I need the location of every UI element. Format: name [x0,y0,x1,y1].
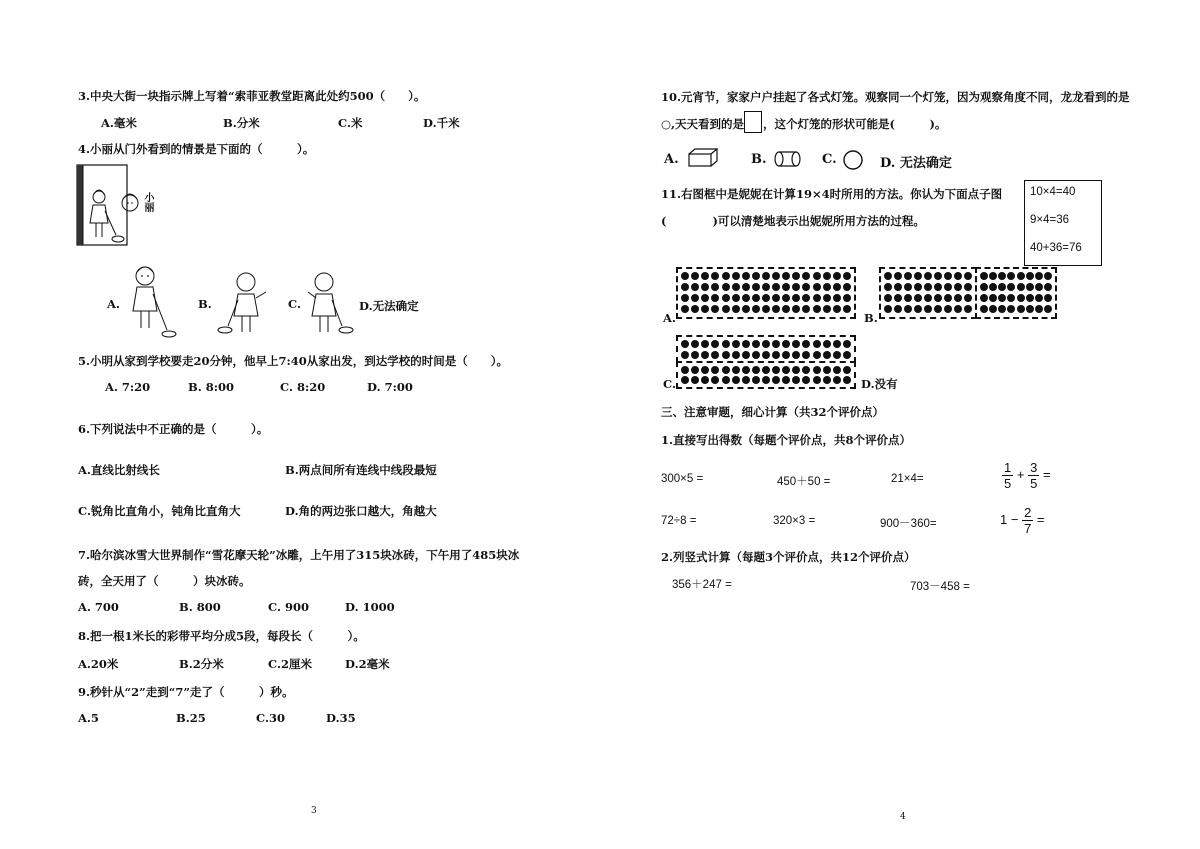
dot [884,294,892,302]
dot [1026,294,1034,302]
calc-fraction-sum[interactable] [1002,461,1051,490]
q9-option-d[interactable]: D.35 [326,711,356,725]
dot [843,305,851,313]
dot [772,376,780,384]
dot [742,283,750,291]
dot [989,305,997,313]
dot [934,272,942,280]
q6-option-c[interactable]: C.锐角比直角小，钝角比直角大 [78,504,241,518]
dot [1044,294,1052,302]
dot [792,376,800,384]
dot [792,305,800,313]
dot [914,283,922,291]
dot [802,376,810,384]
q7-option-b[interactable]: B. 800 [179,600,221,614]
dot [792,272,800,280]
q5-option-c[interactable]: C. 8:20 [280,380,326,394]
dot [802,283,810,291]
calc-900minus360[interactable]: 900－360= [880,518,937,530]
dot [802,305,810,313]
frac1-denominator: 5 [1004,476,1012,491]
dot [884,272,892,280]
dot [711,376,719,384]
dot [894,294,902,302]
dot [722,294,730,302]
dot [833,305,841,313]
section3-part1-title: 1.直接写出得数（每题个评价点，共8个评价点） [661,433,912,447]
dot [813,376,821,384]
q5-option-a[interactable]: A. 7:20 [105,380,151,394]
dot [833,340,841,348]
dot [823,376,831,384]
dot [1035,305,1043,313]
q6-option-d[interactable]: D.角的两边张口越大，角越大 [285,504,437,518]
dot [833,351,841,359]
dot [792,340,800,348]
method-line-1: 10×4=40 [1030,186,1076,198]
dot [813,340,821,348]
dot [954,305,962,313]
dot [964,283,972,291]
q6-option-a[interactable]: A.直线比射线长 [78,463,160,477]
dot [732,340,740,348]
dot [884,283,892,291]
q10-stem-line1: 10.元宵节，家家户户挂起了各式灯笼。观察同一个灯笼，因为观察角度不同，龙龙看到的是 [661,90,1130,104]
dot [843,376,851,384]
dot [701,294,709,302]
dot [782,340,790,348]
dot [701,283,709,291]
q11-option-a[interactable]: A. [663,311,676,325]
dot [762,376,770,384]
dot-diagram-b-left [879,267,977,319]
dot [980,294,988,302]
q9-option-a[interactable]: A.5 [78,711,99,725]
dot [823,340,831,348]
dot [1035,294,1043,302]
q10-option-a[interactable]: A. [664,152,679,167]
dot [782,366,790,374]
frac1-numerator: 1 [1004,460,1012,475]
q5-option-d[interactable]: D. 7:00 [367,380,413,394]
dot [691,366,699,374]
dot [802,340,810,348]
dot [711,351,719,359]
dot [752,305,760,313]
dot [782,376,790,384]
dot [1044,283,1052,291]
q9-stem: 9.秒针从“2”走到“7”走了（ ）秒。 [78,685,294,699]
dot [681,340,689,348]
dot [691,340,699,348]
cylinder-shape-icon [774,150,804,168]
q5-stem: 5.小明从家到学校要走20分钟，他早上7:40从家出发，到达学校的时间是（ ）。 [78,354,509,368]
dot [894,272,902,280]
q10-option-c[interactable]: C. [822,152,837,167]
girl-back-view-left-icon [212,270,272,340]
method-line-3: 40+36=76 [1030,242,1082,254]
dot [711,305,719,313]
q7-option-a[interactable]: A. 700 [78,600,119,614]
dot [964,305,972,313]
dot [722,283,730,291]
dot [691,376,699,384]
dot [833,366,841,374]
q8-option-c[interactable]: C.2厘米 [268,657,312,671]
dot [843,272,851,280]
section3-part2-title: 2.列竖式计算（每题3个评价点，共12个评价点） [661,550,916,564]
dot [914,305,922,313]
dot [833,283,841,291]
dot [782,294,790,302]
q10-stem-line2a: ○,天天看到的是 [661,117,745,131]
calc-450plus50[interactable]: 450＋50 = [777,476,831,488]
dot [742,366,750,374]
dot [752,272,760,280]
dot [762,340,770,348]
dot [989,283,997,291]
q8-option-a[interactable]: A.20米 [78,657,119,671]
dot [722,351,730,359]
dot [924,305,932,313]
dot [904,305,912,313]
dot [792,351,800,359]
q8-option-d[interactable]: D.2毫米 [345,657,390,671]
q4-option-c[interactable]: C. [288,297,301,311]
frac3-denominator: 7 [1024,521,1032,536]
dot [681,366,689,374]
dot [732,283,740,291]
dot [732,272,740,280]
dot [914,294,922,302]
dot [701,351,709,359]
vertical-calc-356plus247[interactable]: 356＋247 = [672,579,732,591]
dot [924,294,932,302]
dot [752,283,760,291]
dot [823,305,831,313]
q7-option-d[interactable]: D. 1000 [345,600,395,614]
dot [1007,283,1015,291]
dot [914,272,922,280]
dot [843,340,851,348]
dot [980,283,988,291]
q9-option-b[interactable]: B.25 [176,711,206,725]
plus-sign: + [1016,466,1025,482]
dot [762,305,770,313]
calc-fraction-diff[interactable] [1000,506,1045,535]
dot [998,272,1006,280]
dot [802,366,810,374]
dot [989,272,997,280]
q5-option-b[interactable]: B. 8:00 [188,380,234,394]
dot-diagram-c-bottom [676,361,856,389]
dot [732,376,740,384]
calc-320x3[interactable]: 320×3 = [773,515,816,527]
dot [742,294,750,302]
dot [782,305,790,313]
dot [722,366,730,374]
equals-sign: = [1042,466,1051,482]
dot [742,305,750,313]
dot [813,272,821,280]
dot [732,366,740,374]
dot [1035,283,1043,291]
calc-72div8[interactable]: 72÷8 = [661,515,697,527]
dot [722,272,730,280]
dot [691,272,699,280]
page-number-right: 4 [900,812,906,822]
q4-option-d[interactable]: D.无法确定 [359,299,419,313]
dot [782,283,790,291]
frac2-denominator: 5 [1030,476,1038,491]
q11-option-b[interactable]: B. [864,311,878,325]
dot [711,340,719,348]
dot [843,283,851,291]
section3-title: 三、注意审题，细心计算（共32个评价点） [661,405,885,419]
dot [813,366,821,374]
dot [944,272,952,280]
dot [964,272,972,280]
dot [681,305,689,313]
q3-option-a[interactable]: A.毫米 [101,116,137,130]
girl-front-sweeping-icon [125,264,185,344]
dot [823,283,831,291]
girl-back-view-right-icon [302,270,362,340]
dot [742,351,750,359]
dot [964,294,972,302]
dot [681,351,689,359]
q3-option-c[interactable]: C.米 [338,116,363,130]
dot [823,366,831,374]
dot [813,351,821,359]
dot [752,351,760,359]
dot [742,376,750,384]
dot [1007,272,1015,280]
dot [691,351,699,359]
q10-option-d[interactable]: D. 无法确定 [880,156,952,171]
dot-diagram-a [676,267,856,319]
dot [782,272,790,280]
q7-option-c[interactable]: C. 900 [268,600,309,614]
dot [843,294,851,302]
door-scene-illustration [74,163,164,263]
dot [934,305,942,313]
dot [833,376,841,384]
dot [894,283,902,291]
equals-sign-2: = [1036,511,1045,527]
dot [823,294,831,302]
q3-stem: 3.中央大街一块指示牌上写着“索菲亚教堂距离此处约500（ ）。 [78,89,426,103]
dot-diagram-b-right [975,267,1057,319]
dot [1017,294,1025,302]
dot [722,340,730,348]
q6-option-b[interactable]: B.两点间所有连线中线段最短 [285,463,437,477]
dot [681,294,689,302]
dot [998,294,1006,302]
dot [742,340,750,348]
dot [732,351,740,359]
dot [691,305,699,313]
sphere-shape-icon [842,149,864,171]
dot [989,294,997,302]
q7-stem-line1: 7.哈尔滨冰雪大世界制作“雪花摩天轮”冰雕，上午用了315块冰砖，下午用了485块冰 [78,548,520,562]
calc-21x4[interactable]: 21×4= [891,473,924,485]
dot [762,351,770,359]
q3-option-d[interactable]: D.千米 [423,116,460,130]
method-line-2: 9×4=36 [1030,214,1070,226]
dot [980,305,988,313]
dot [1007,305,1015,313]
dot [894,305,902,313]
dot [752,366,760,374]
dot [792,283,800,291]
dot [904,283,912,291]
dot [711,272,719,280]
dot [722,376,730,384]
dot [954,283,962,291]
dot [762,272,770,280]
calc-300x5[interactable]: 300×5 = [661,473,704,485]
dot [934,283,942,291]
dot [954,294,962,302]
dot [752,294,760,302]
dot [833,294,841,302]
dot [944,305,952,313]
dot [802,294,810,302]
dot [813,305,821,313]
dot [1017,305,1025,313]
dot [792,366,800,374]
dot [823,351,831,359]
dot [843,366,851,374]
q6-stem: 6.下列说法中不正确的是（ ）。 [78,422,269,436]
one-minus: 1 − [1000,511,1019,527]
q11-option-d[interactable]: D.没有 [861,377,898,391]
dot [762,366,770,374]
dot [711,294,719,302]
dot [772,305,780,313]
dot [701,305,709,313]
q10-option-b[interactable]: B. [751,152,767,167]
dot [772,340,780,348]
page-number-left: 3 [311,806,317,816]
q8-option-b[interactable]: B.2分米 [179,657,224,671]
dot [722,305,730,313]
dot [980,272,988,280]
dot [924,283,932,291]
dot [711,283,719,291]
dot [782,351,790,359]
dot [998,283,1006,291]
dot [998,305,1006,313]
dot [934,294,942,302]
q11-stem-line1: 11.右图框中是妮妮在计算19×4时所用的方法。你认为下面点子图 [661,187,1003,201]
cuboid-shape-icon [688,148,720,168]
frac3-numerator: 2 [1024,505,1032,520]
dot [1026,272,1034,280]
dot [1044,272,1052,280]
q7-stem-line2: 砖，全天用了（ ）块冰砖。 [78,574,251,588]
dot [732,305,740,313]
dot [833,272,841,280]
dot [904,294,912,302]
dot [742,272,750,280]
q8-stem: 8.把一根1米长的彩带平均分成5段，每段长（ ）。 [78,629,365,643]
vertical-calc-703minus458[interactable]: 703－458 = [910,581,970,593]
dot [772,272,780,280]
q10-stem-line2b: ，这个灯笼的形状可能是( )。 [763,117,947,131]
dot [1026,283,1034,291]
q11-option-c[interactable]: C. [663,377,676,391]
dot [691,294,699,302]
dot [904,272,912,280]
dot [1044,305,1052,313]
q4-stem: 4.小丽从门外看到的情景是下面的（ ）。 [78,142,315,156]
dot [944,283,952,291]
q3-option-b[interactable]: B.分米 [223,116,260,130]
dot [732,294,740,302]
dot [944,294,952,302]
dot [802,351,810,359]
dot [772,283,780,291]
q9-option-c[interactable]: C.30 [256,711,285,725]
dot [701,366,709,374]
dot [1017,283,1025,291]
dot [762,283,770,291]
dot [752,340,760,348]
dot [681,283,689,291]
dot [762,294,770,302]
dot [711,366,719,374]
dot [802,272,810,280]
method-box [1024,180,1102,266]
dot [681,376,689,384]
dot [813,294,821,302]
dot [701,272,709,280]
dot [792,294,800,302]
dot [701,340,709,348]
dot [1007,294,1015,302]
dot [691,283,699,291]
q11-stem-line2: ( )可以清楚地表示出妮妮所用方法的过程。 [661,214,925,228]
dot [772,351,780,359]
dot [924,272,932,280]
dot [701,376,709,384]
dot [1035,272,1043,280]
square-view-icon [744,111,762,133]
xiaoli-name-tag: 小丽 [142,192,153,212]
dot [843,351,851,359]
dot [772,294,780,302]
dot [1026,305,1034,313]
q4-option-b[interactable]: B. [198,297,212,311]
dot-diagram-c-top [676,335,856,363]
frac2-numerator: 3 [1030,460,1038,475]
dot [813,283,821,291]
dot [884,305,892,313]
q4-option-a[interactable]: A. [107,297,120,311]
dot [772,366,780,374]
dot [752,376,760,384]
dot [681,272,689,280]
dot [1017,272,1025,280]
dot [954,272,962,280]
dot [823,272,831,280]
